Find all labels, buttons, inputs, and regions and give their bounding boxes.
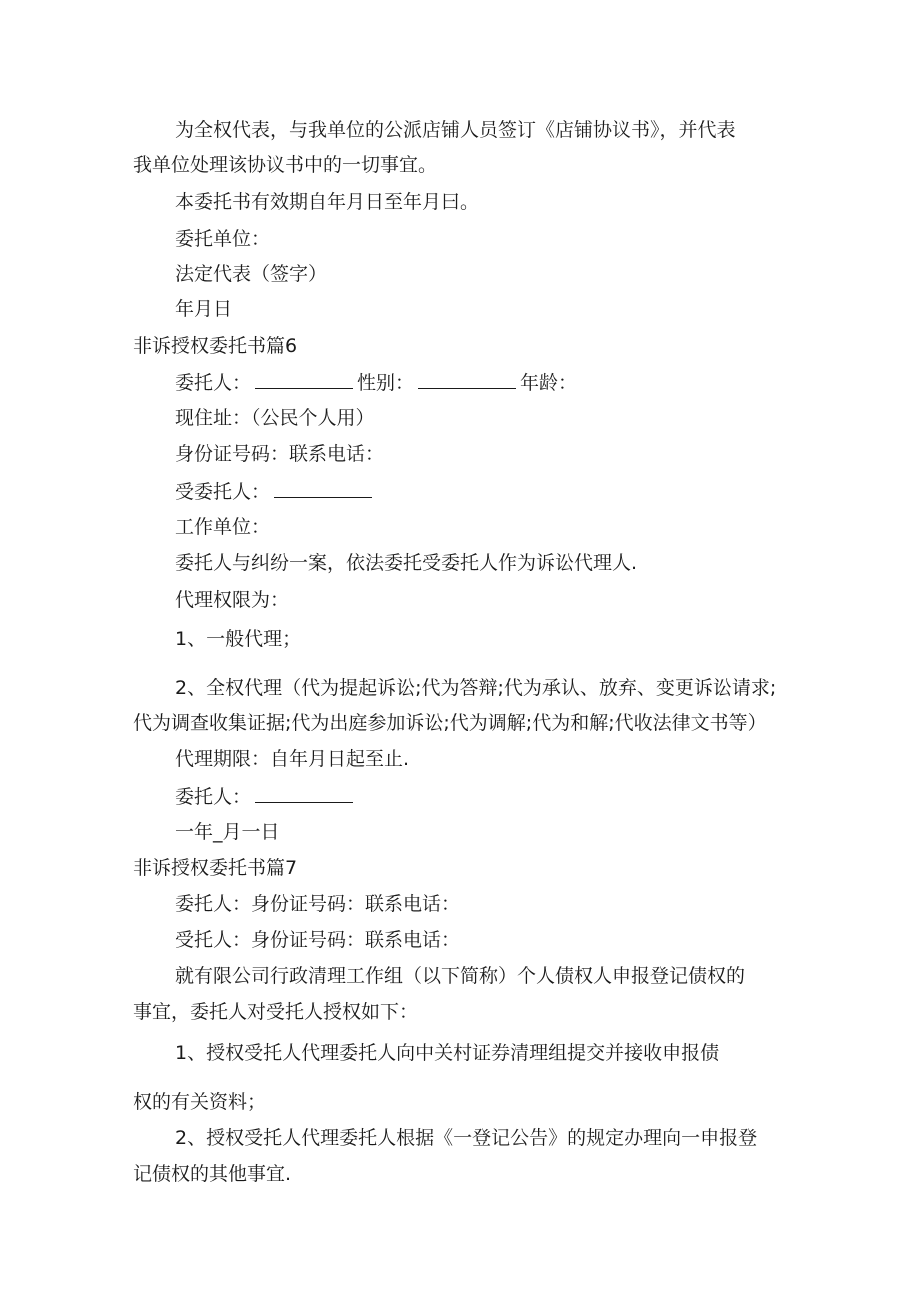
blank-underline xyxy=(274,479,372,498)
principal-sign-line xyxy=(175,784,357,809)
paragraph-line: 为全权代表，与我单位的公派店铺人员签订《店铺协议书》，并代表 xyxy=(175,119,736,141)
age-label: 年龄： xyxy=(520,372,578,394)
list-item: 1、一般代理； xyxy=(175,628,302,650)
blank-underline xyxy=(255,784,353,803)
paragraph-line: 代为调查收集证据;代为出庭参加诉讼;代为调解;代为和解;代收法律文书等） xyxy=(133,712,767,734)
signature-field-rep: 法定代表（签字） xyxy=(175,263,328,285)
address-line: 现住址：（公民个人用） xyxy=(175,407,375,429)
list-item: 2、授权受托人代理委托人根据《一登记公告》的规定办理向一申报登 xyxy=(175,1127,758,1149)
paragraph-line: 就有限公司行政清理工作组（以下简称）个人债权人申报登记债权的 xyxy=(175,965,746,987)
signature-field-unit: 委托单位： xyxy=(175,228,271,250)
paragraph-line: 记债权的其他事宜. xyxy=(133,1163,292,1185)
blank-underline xyxy=(255,370,353,389)
paragraph-line: 受托人：身份证号码：联系电话： xyxy=(175,929,461,951)
section-heading-6: 非诉授权委托书篇6 xyxy=(133,335,298,357)
list-item: 1、授权受托人代理委托人向中关村证券清理组提交并接收申报债 xyxy=(175,1042,720,1064)
workplace-line: 工作单位： xyxy=(175,516,271,538)
date-line: 年月日 xyxy=(175,298,233,320)
blank-underline xyxy=(418,370,516,389)
list-item: 2、全权代理（代为提起诉讼;代为答辩;代为承认、放弃、变更诉讼请求; xyxy=(175,677,777,699)
principal-label: 委托人： xyxy=(175,372,252,394)
section-heading-7: 非诉授权委托书篇7 xyxy=(133,857,298,879)
paragraph-line: 事宜，委托人对受托人授权如下： xyxy=(133,1001,419,1023)
paragraph-line: 委托人：身份证号码：联系电话： xyxy=(175,893,461,915)
id-phone-line: 身份证号码：联系电话： xyxy=(175,443,385,465)
paragraph-line: 本委托书有效期自年月日至年月曰。 xyxy=(175,191,480,213)
paragraph-line: 权的有关资料； xyxy=(133,1091,267,1113)
paragraph-line: 代理权限为： xyxy=(175,589,290,611)
paragraph-line: 代理期限：自年月日起至止. xyxy=(175,748,410,770)
principal-info-line xyxy=(175,370,577,395)
date-line: 一年_月一日 xyxy=(175,821,280,843)
gender-label: 性别： xyxy=(357,372,415,394)
paragraph-line: 我单位处理该协议书中的一切事宜。 xyxy=(133,154,438,176)
principal-label: 委托人： xyxy=(175,786,252,808)
agent-label: 受委托人： xyxy=(175,481,271,503)
paragraph-line: 委托人与纠纷一案，依法委托受委托人作为诉讼代理人. xyxy=(175,552,638,574)
agent-line xyxy=(175,479,376,504)
